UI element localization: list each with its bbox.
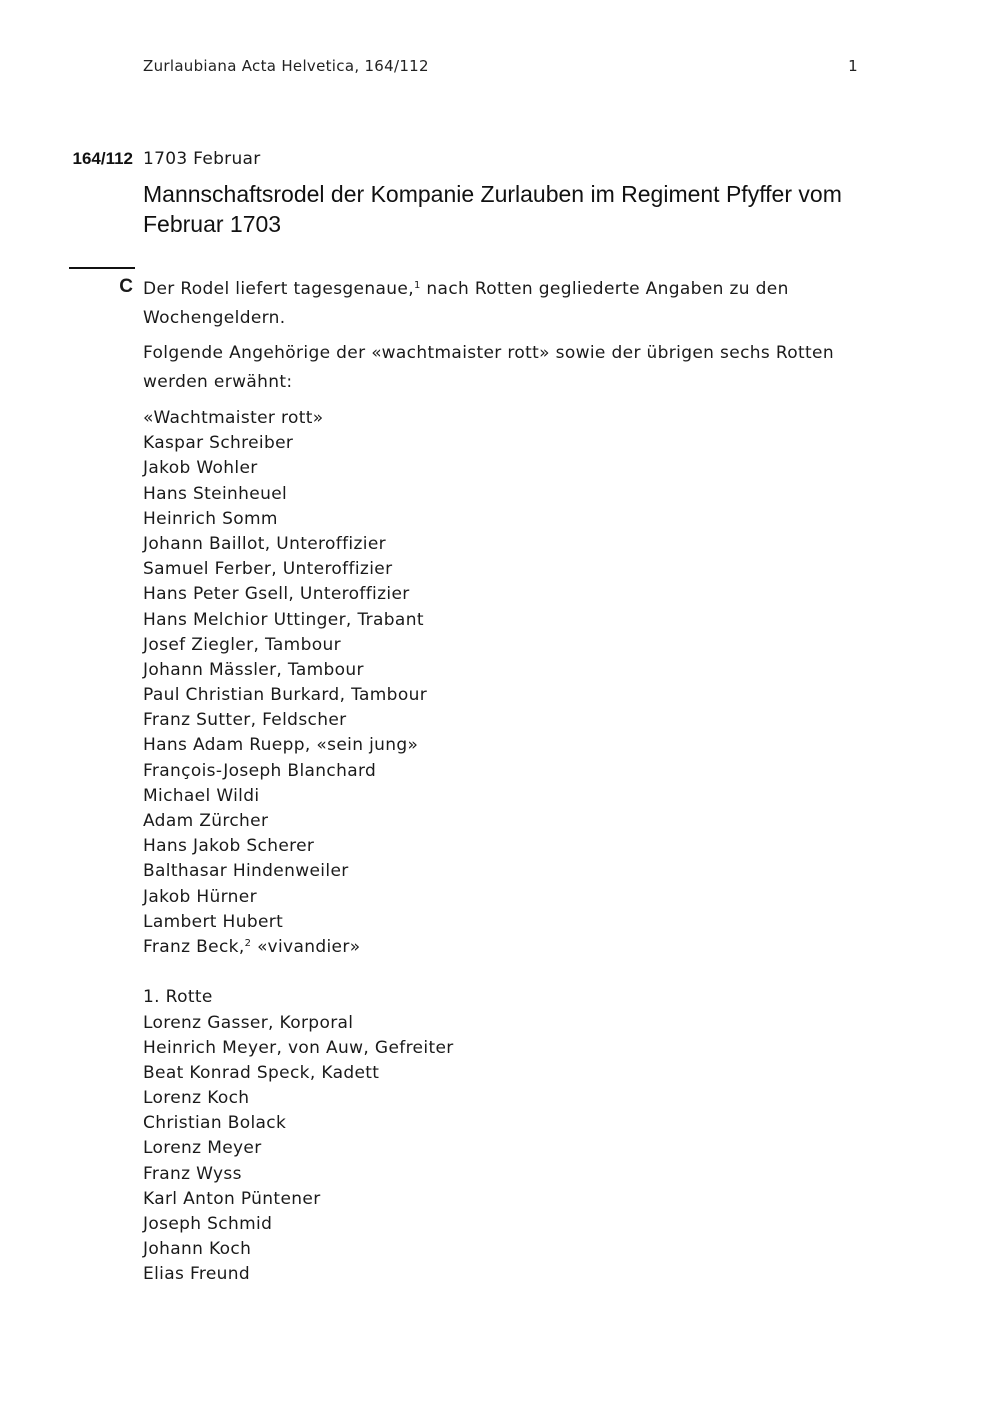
list-item: Karl Anton Püntener: [143, 1188, 321, 1209]
document-number: 164/112: [72, 149, 133, 168]
list-item: Adam Zürcher: [143, 811, 269, 831]
list-item: Beat Konrad Speck, Kadett: [143, 1062, 380, 1083]
list-item: Hans Melchior Uttinger, Trabant: [143, 609, 424, 630]
document-body: [143, 275, 863, 1288]
section-gap: [143, 960, 863, 985]
list-item: Franz Sutter, Feldscher: [143, 710, 347, 731]
list-item: Heinrich Meyer, von Auw, Gefreiter: [143, 1037, 454, 1058]
running-head-title: Zurlaubiana Acta Helvetica, 164/112: [143, 57, 429, 75]
list-item: Lorenz Meyer: [143, 1138, 262, 1159]
list-item: Jakob Wohler: [143, 458, 258, 479]
list-item: Samuel Ferber, Unteroffizier: [143, 559, 393, 580]
list-item: Josef Ziegler, Tambour: [143, 634, 341, 655]
margin-rule: [69, 267, 135, 269]
list-item: Paul Christian Burkard, Tambour: [143, 685, 428, 706]
footnote-ref-1[interactable]: 1: [413, 280, 421, 291]
list-item: Hans Adam Ruepp, «sein jung»: [143, 735, 419, 756]
list-item: Christian Bolack: [143, 1113, 287, 1134]
list-item: Elias Freund: [143, 1264, 251, 1285]
list-item: Hans Peter Gsell, Unteroffizier: [143, 584, 410, 605]
summary-text: Der Rodel liefert tagesgenaue,: [143, 279, 414, 299]
list-item: Michael Wildi: [143, 785, 260, 806]
list-item: Hans Steinheuel: [143, 483, 288, 504]
running-head: [143, 57, 858, 79]
list-item: Joseph Schmid: [143, 1214, 273, 1234]
list-item: Lorenz Koch: [143, 1088, 250, 1109]
list-item: Heinrich Somm: [143, 508, 278, 529]
personnel-list: [143, 406, 863, 1288]
list-item: Hans Jakob Scherer: [143, 836, 315, 857]
margin-mark: C: [119, 276, 133, 297]
summary-paragraph-2: Folgende Angehörige der «wachtmaister rott» sowie der übrigen sechs Rotten werden erwähnt:: [143, 343, 834, 392]
summary-text-rest: nach Rotten gegliederte Angaben zu den Wochengeldern.: [143, 279, 789, 328]
list-item: [143, 935, 863, 960]
list-item: François-Joseph Blanchard: [143, 760, 377, 781]
section-heading-rotte-1: 1. Rotte: [143, 987, 213, 1008]
document-title: Mannschaftsrodel der Kompanie Zurlauben im Regiment Pfyffer vom Februar 1703: [143, 181, 842, 237]
list-item: Lorenz Gasser, Korporal: [143, 1012, 354, 1033]
list-item: Kaspar Schreiber: [143, 433, 294, 454]
document-date: 1703 Februar: [143, 149, 261, 169]
page-number: 1: [848, 57, 858, 75]
summary-paragraph-1: [143, 275, 863, 333]
list-item: Franz Wyss: [143, 1163, 242, 1184]
list-item: Johann Mässler, Tambour: [143, 659, 364, 680]
member-name: Franz Beck,: [143, 936, 245, 957]
member-role: «vivandier»: [251, 936, 361, 957]
list-item: Balthasar Hindenweiler: [143, 861, 349, 882]
list-item: Johann Baillot, Unteroffizier: [143, 533, 386, 554]
list-item: Lambert Hubert: [143, 911, 284, 932]
list-item: Johann Koch: [143, 1239, 252, 1260]
footnote-ref-2[interactable]: 2: [244, 937, 252, 949]
section-heading-wachtmaister: «Wachtmaister rott»: [143, 408, 324, 428]
list-item: Jakob Hürner: [143, 886, 257, 907]
